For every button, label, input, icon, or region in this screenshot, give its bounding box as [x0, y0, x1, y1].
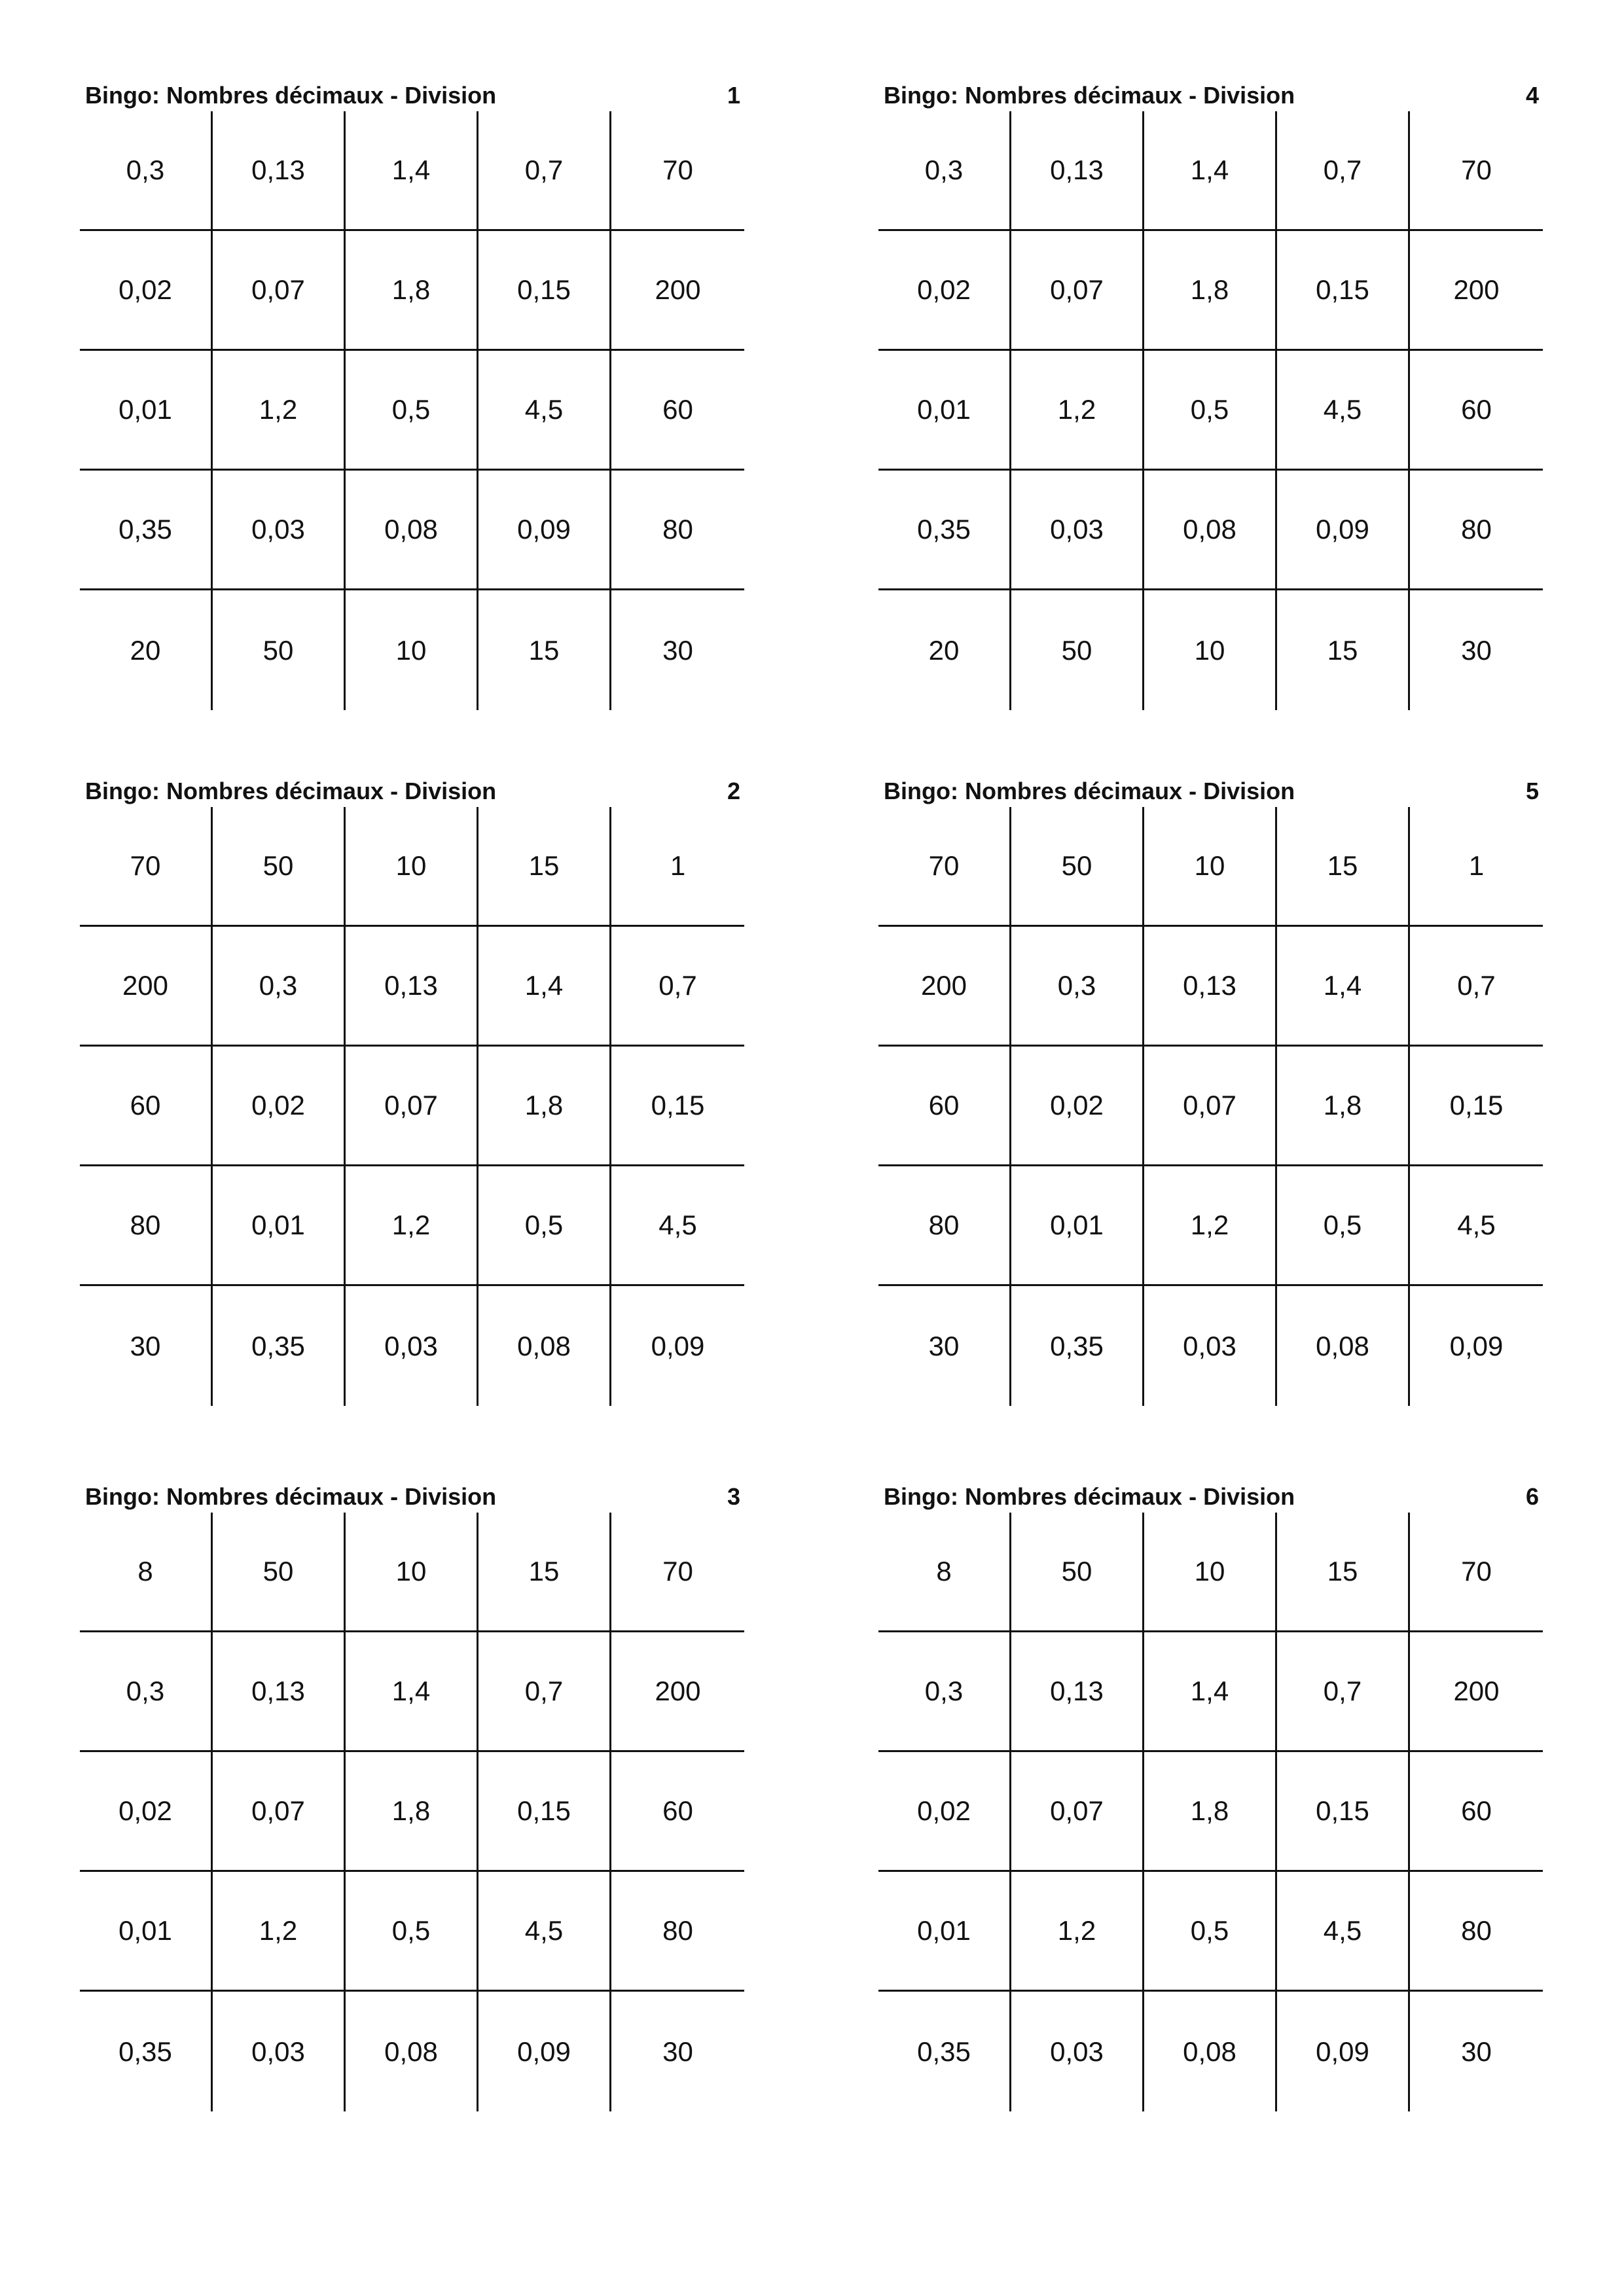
bingo-cell: 0,07 [1011, 231, 1144, 351]
bingo-cell: 50 [213, 1513, 346, 1632]
bingo-cell: 0,13 [1144, 927, 1277, 1047]
bingo-cell: 0,07 [213, 1752, 346, 1872]
bingo-cell: 30 [1461, 634, 1492, 666]
bingo-cell: 50 [213, 590, 346, 710]
bingo-cell: 20 [80, 590, 213, 710]
bingo-cell: 0,08 [1144, 1992, 1277, 2111]
bingo-cell: 80 [611, 471, 744, 590]
bingo-cell: 30 [1461, 2036, 1492, 2067]
bingo-cell: 1,4 [1144, 111, 1277, 231]
bingo-cell: 0,15 [611, 1047, 744, 1166]
card-number: 5 [1525, 778, 1539, 804]
card-number: 1 [727, 82, 740, 109]
bingo-cell: 0,15 [1277, 1752, 1410, 1872]
card-header [80, 1481, 746, 1513]
bingo-cell: 8 [80, 1513, 213, 1632]
bingo-cell: 0,13 [346, 927, 478, 1047]
bingo-cell: 4,5 [1277, 1872, 1410, 1992]
bingo-cell: 0,7 [478, 111, 611, 231]
bingo-grid [80, 1513, 746, 2111]
bingo-cell: 0,02 [878, 231, 1011, 351]
bingo-cell: 60 [611, 1752, 744, 1872]
bingo-cell: 0,09 [478, 1992, 611, 2111]
bingo-cell: 0,7 [478, 1632, 611, 1752]
bingo-cell: 15 [478, 1513, 611, 1632]
bingo-cell: 10 [346, 590, 478, 710]
bingo-cell: 0,35 [878, 1992, 1011, 2111]
bingo-cell: 0,01 [1011, 1166, 1144, 1286]
bingo-cell: 15 [478, 807, 611, 927]
bingo-cell: 0,7 [1277, 111, 1410, 231]
bingo-cell: 50 [1011, 590, 1144, 710]
bingo-cell: 0,02 [1011, 1047, 1144, 1166]
bingo-cell: 0,13 [1011, 111, 1144, 231]
bingo-card-6 [878, 1481, 1544, 2111]
bingo-cell: 0,3 [80, 111, 213, 231]
bingo-cell: 0,08 [346, 471, 478, 590]
bingo-cell: 60 [1410, 1752, 1543, 1872]
bingo-cell: 200 [1410, 231, 1543, 351]
bingo-cell: 1,4 [1277, 927, 1410, 1047]
card-title: Bingo: Nombres décimaux - Division [884, 778, 1295, 804]
bingo-cell: 0,03 [213, 1992, 346, 2111]
bingo-cell: 80 [1410, 471, 1543, 590]
bingo-cell: 30 [662, 634, 693, 666]
bingo-cell: 70 [1410, 111, 1543, 231]
bingo-cell: 0,3 [213, 927, 346, 1047]
bingo-cell: 4,5 [478, 351, 611, 471]
bingo-cell: 50 [213, 807, 346, 927]
bingo-cell: 0,07 [213, 231, 346, 351]
bingo-cell: 1,2 [1011, 351, 1144, 471]
bingo-cell: 1,8 [1277, 1047, 1410, 1166]
bingo-cell: 0,5 [346, 351, 478, 471]
bingo-cell: 1,8 [1144, 231, 1277, 351]
bingo-cell: 0,07 [346, 1047, 478, 1166]
bingo-cell: 15 [1277, 807, 1410, 927]
bingo-cell: 0,08 [1144, 471, 1277, 590]
bingo-cell: 15 [1277, 590, 1410, 710]
bingo-cell: 10 [1144, 590, 1277, 710]
bingo-cell: 1,8 [346, 1752, 478, 1872]
bingo-cell: 80 [878, 1166, 1011, 1286]
bingo-card-2 [80, 776, 746, 1406]
card-number: 6 [1525, 1483, 1539, 1510]
bingo-cell: 60 [611, 351, 744, 471]
bingo-cell: 0,08 [478, 1286, 611, 1406]
bingo-cell: 0,35 [80, 471, 213, 590]
bingo-cell: 0,07 [1144, 1047, 1277, 1166]
bingo-cell: 0,5 [346, 1872, 478, 1992]
bingo-cell: 1,2 [213, 351, 346, 471]
bingo-cell: 0,3 [878, 111, 1011, 231]
bingo-cell: 0,5 [478, 1166, 611, 1286]
bingo-cell: 200 [878, 927, 1011, 1047]
bingo-cell: 10 [346, 1513, 478, 1632]
bingo-cell: 0,35 [80, 1992, 213, 2111]
bingo-grid [80, 807, 746, 1406]
card-number: 2 [727, 778, 740, 804]
bingo-grid [878, 807, 1544, 1406]
bingo-cell: 0,5 [1144, 1872, 1277, 1992]
bingo-cell: 0,01 [878, 351, 1011, 471]
bingo-card-1 [80, 80, 746, 710]
bingo-cell: 0,3 [1011, 927, 1144, 1047]
bingo-cell: 70 [80, 807, 213, 927]
bingo-cell: 10 [1144, 1513, 1277, 1632]
card-title: Bingo: Nombres décimaux - Division [884, 1483, 1295, 1510]
bingo-cell: 60 [878, 1047, 1011, 1166]
bingo-cell: 0,09 [651, 1330, 705, 1361]
bingo-cell: 0,35 [878, 471, 1011, 590]
card-title: Bingo: Nombres décimaux - Division [884, 82, 1295, 109]
card-header [878, 80, 1544, 111]
bingo-card-5 [878, 776, 1544, 1406]
bingo-cell: 0,08 [1277, 1286, 1410, 1406]
bingo-card-4 [878, 80, 1544, 710]
bingo-cell: 0,13 [213, 1632, 346, 1752]
bingo-cell: 0,07 [1011, 1752, 1144, 1872]
bingo-cell: 0,01 [213, 1166, 346, 1286]
bingo-cell: 0,09 [1277, 471, 1410, 590]
bingo-cell: 200 [611, 231, 744, 351]
bingo-cell: 0,03 [346, 1286, 478, 1406]
bingo-cell: 0,7 [1410, 927, 1543, 1047]
bingo-cell: 0,15 [1277, 231, 1410, 351]
bingo-grid [878, 111, 1544, 710]
bingo-cell: 50 [1011, 1513, 1144, 1632]
bingo-grid [878, 1513, 1544, 2111]
bingo-cell: 0,02 [878, 1752, 1011, 1872]
bingo-cell: 1 [611, 807, 744, 927]
bingo-cell: 80 [80, 1166, 213, 1286]
bingo-cell: 15 [478, 590, 611, 710]
bingo-cell: 0,35 [1011, 1286, 1144, 1406]
bingo-cell: 70 [611, 111, 744, 231]
bingo-cell: 30 [662, 2036, 693, 2067]
card-header [80, 80, 746, 111]
bingo-cell: 0,15 [478, 1752, 611, 1872]
card-number: 3 [727, 1483, 740, 1510]
bingo-cell: 70 [611, 1513, 744, 1632]
bingo-cell: 0,15 [478, 231, 611, 351]
bingo-cell: 0,3 [80, 1632, 213, 1752]
bingo-cell: 10 [346, 807, 478, 927]
bingo-cell: 10 [1144, 807, 1277, 927]
bingo-cell: 60 [1410, 351, 1543, 471]
card-header [878, 776, 1544, 807]
card-title: Bingo: Nombres décimaux - Division [85, 82, 497, 109]
bingo-cell: 0,01 [80, 351, 213, 471]
bingo-cell: 0,13 [213, 111, 346, 231]
bingo-cell: 1,4 [1144, 1632, 1277, 1752]
card-title: Bingo: Nombres décimaux - Division [85, 1483, 497, 1510]
bingo-cell: 1,2 [1011, 1872, 1144, 1992]
bingo-cell: 0,7 [611, 927, 744, 1047]
bingo-cell: 0,01 [878, 1872, 1011, 1992]
bingo-cell: 0,09 [478, 471, 611, 590]
bingo-cell: 30 [80, 1286, 213, 1406]
bingo-cell: 0,5 [1277, 1166, 1410, 1286]
bingo-cell: 70 [878, 807, 1011, 927]
bingo-cell: 20 [878, 590, 1011, 710]
bingo-cell: 0,02 [80, 231, 213, 351]
bingo-cell: 0,09 [1449, 1330, 1504, 1361]
card-title: Bingo: Nombres décimaux - Division [85, 778, 497, 804]
bingo-cell: 0,03 [1011, 1992, 1144, 2111]
bingo-cell: 0,15 [1410, 1047, 1543, 1166]
bingo-cell: 1,8 [478, 1047, 611, 1166]
bingo-grid [80, 111, 746, 710]
bingo-cell: 80 [611, 1872, 744, 1992]
bingo-cell: 60 [80, 1047, 213, 1166]
bingo-cell: 200 [80, 927, 213, 1047]
bingo-cell: 0,01 [80, 1872, 213, 1992]
bingo-cell: 0,02 [80, 1752, 213, 1872]
bingo-cell: 1,8 [1144, 1752, 1277, 1872]
bingo-cell: 0,08 [346, 1992, 478, 2111]
bingo-cell: 1,2 [213, 1872, 346, 1992]
bingo-cell: 0,09 [1277, 1992, 1410, 2111]
bingo-cell: 4,5 [611, 1166, 744, 1286]
bingo-cell: 0,5 [1144, 351, 1277, 471]
bingo-cell: 8 [878, 1513, 1011, 1632]
bingo-cell: 0,7 [1277, 1632, 1410, 1752]
bingo-cell: 0,03 [1144, 1286, 1277, 1406]
bingo-cell: 0,03 [213, 471, 346, 590]
bingo-cell: 1,2 [1144, 1166, 1277, 1286]
bingo-cell: 4,5 [478, 1872, 611, 1992]
bingo-cell: 0,13 [1011, 1632, 1144, 1752]
bingo-cell: 1,4 [346, 1632, 478, 1752]
bingo-cell: 1,4 [478, 927, 611, 1047]
bingo-cell: 0,3 [878, 1632, 1011, 1752]
card-number: 4 [1525, 82, 1539, 109]
bingo-cell: 1,4 [346, 111, 478, 231]
bingo-cell: 200 [1410, 1632, 1543, 1752]
bingo-cell: 50 [1011, 807, 1144, 927]
bingo-cell: 1,2 [346, 1166, 478, 1286]
bingo-cell: 1,8 [346, 231, 478, 351]
card-header [80, 776, 746, 807]
bingo-cell: 1 [1410, 807, 1543, 927]
bingo-cell: 0,35 [213, 1286, 346, 1406]
bingo-cell: 4,5 [1277, 351, 1410, 471]
bingo-cell: 15 [1277, 1513, 1410, 1632]
card-header [878, 1481, 1544, 1513]
bingo-cell: 0,03 [1011, 471, 1144, 590]
bingo-cell: 4,5 [1410, 1166, 1543, 1286]
bingo-cell: 30 [878, 1286, 1011, 1406]
bingo-cell: 80 [1410, 1872, 1543, 1992]
bingo-cell: 0,02 [213, 1047, 346, 1166]
bingo-card-3 [80, 1481, 746, 2111]
bingo-cell: 70 [1410, 1513, 1543, 1632]
bingo-cell: 200 [611, 1632, 744, 1752]
